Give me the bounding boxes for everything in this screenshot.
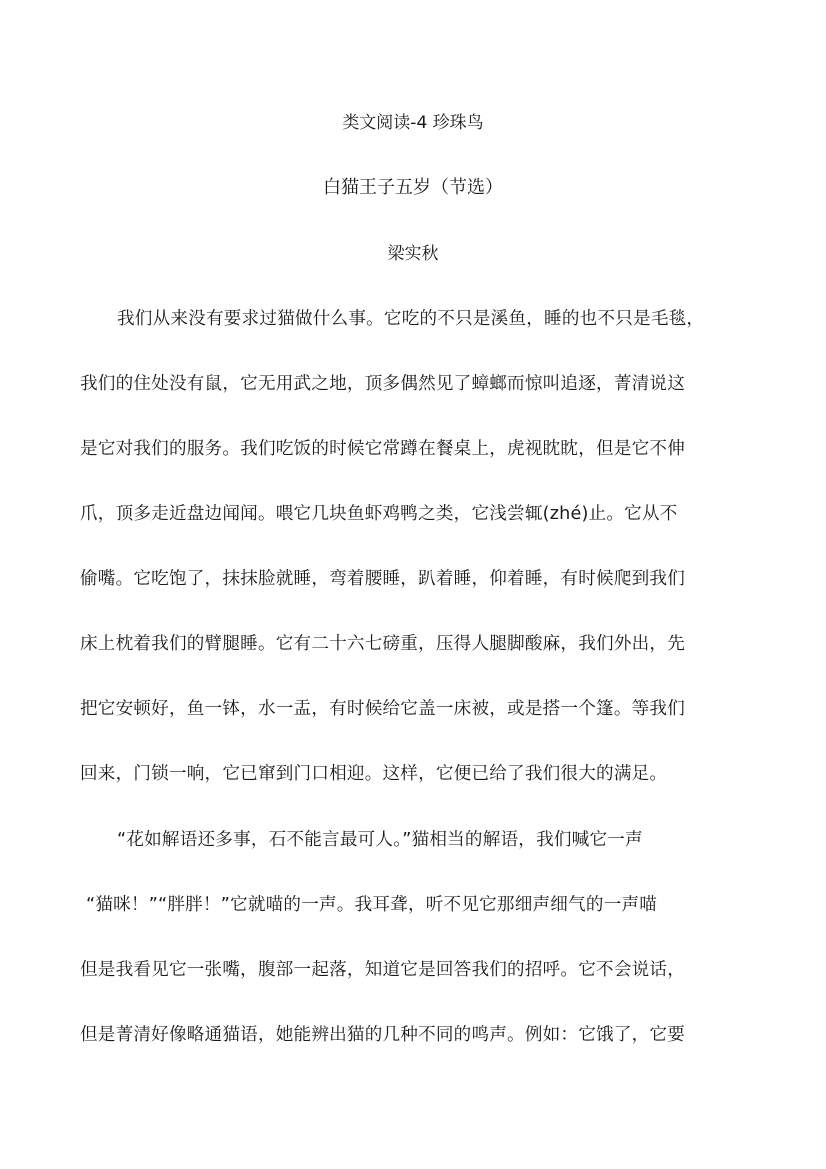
author-name: 梁实秋	[387, 244, 439, 264]
body-line: 是它对我们的服务。我们吃饭的时候它常蹲在餐桌上，虎视眈眈，但是它不伸	[80, 439, 685, 459]
body-line: 但是我看见它一张嘴，腹部一起落，知道它是回答我们的招呼。它不会说话，	[80, 960, 685, 980]
body-line: 床上枕着我们的臂腿睡。它有二十六七磅重，压得人腿脚酸麻，我们外出，先	[80, 634, 685, 654]
body-line: 爪，顶多走近盘边闻闻。喂它几块鱼虾鸡鸭之类，它浅尝辄(zhé)止。它从不	[80, 504, 678, 524]
body-line: 我们的住处没有鼠，它无用武之地，顶多偶然见了蟑螂而惊叫追逐，菁清说这	[80, 374, 685, 394]
body-line: “猫咪！”“胖胖！”它就喵的一声。我耳聋，听不见它那细声细气的一声喵	[86, 895, 658, 915]
body-line: 回来，门锁一响，它已窜到门口相迎。这样，它便已给了我们很大的满足。	[80, 764, 668, 784]
body-line: 但是菁清好像略通猫语，她能辨出猫的几种不同的鸣声。例如：它饿了，它要	[80, 1025, 685, 1045]
body-line: 偷嘴。它吃饱了，抹抹脸就睡，弯着腰睡，趴着睡，仰着睡，有时候爬到我们	[80, 569, 685, 589]
body-line: “花如解语还多事，石不能言最可人。”猫相当的解语，我们喊它一声	[117, 830, 643, 850]
document-title: 类文阅读-4 珍珠鸟	[342, 113, 484, 133]
body-line: 把它安顿好，鱼一钵，水一盂，有时候给它盖一床被，或是搭一个篷。等我们	[80, 699, 685, 719]
article-title: 白猫王子五岁（节选）	[323, 177, 503, 198]
body-line: 我们从来没有要求过猫做什么事。它吃的不只是溪鱼，睡的也不只是毛毯，	[117, 309, 705, 329]
